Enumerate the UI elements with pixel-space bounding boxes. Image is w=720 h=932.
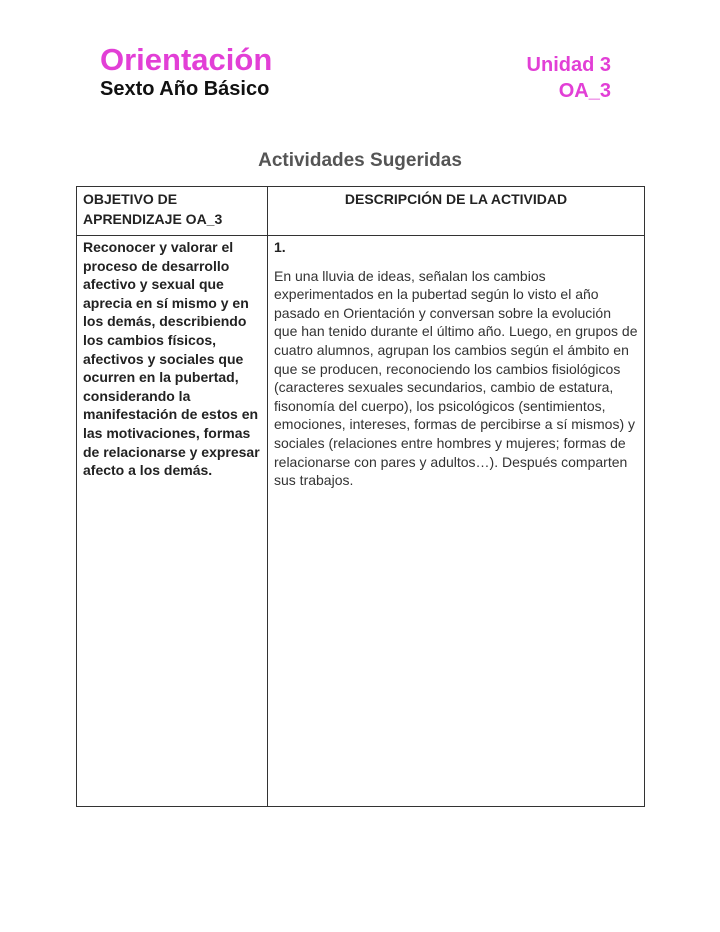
activity-table — [76, 186, 645, 807]
description-cell — [268, 236, 645, 807]
section-heading: Actividades Sugeridas — [258, 150, 462, 171]
description-header: DESCRIPCIÓN DE LA ACTIVIDAD — [268, 187, 645, 236]
table-header-row — [77, 187, 645, 236]
header-right — [527, 52, 611, 104]
objective-text: Reconocer y valorar el proceso de desarrollo afectivo y sexual que aprecia en sí mismo y en los demás, describiendo los cambios físicos, afectivos y sociales que ocurren en la pubertad, considerando la manifestación de estos en las motivaciones, formas de relacionarse y expresar afecto a los demás. — [77, 236, 268, 807]
subject-title: Orientación — [100, 42, 273, 77]
header-left — [100, 42, 272, 103]
oa-code-label: OA_3 — [558, 80, 611, 102]
grade-label: Sexto Año Básico — [100, 78, 270, 100]
table-row — [77, 236, 645, 807]
activity-text: En una lluvia de ideas, señalan los cambios experimentados en la pubertad según lo visto el año pasado en Orientación y conversan sobre la evolución que han tenido durante el último año. Luego, en grupos de cuatro alumnos, agrupan los cambios según el ámbito en que se producen, reconociendo los cambios fisiológicos (caracteres sexuales secundarios, cambio de estatura, fisonomía del cuerpo), los psicológicos (sentimientos, emociones, intereses, formas de percibirse a sí mismos) y sociales (relaciones entre hombres y mujeres; formas de relacionarse con pares y adultos…). Después comparten sus trabajos. — [274, 267, 638, 489]
unit-label: Unidad 3 — [526, 54, 611, 76]
objective-header: OBJETIVO DE APRENDIZAJE OA_3 — [77, 187, 268, 236]
activity-number: 1. — [274, 239, 286, 255]
